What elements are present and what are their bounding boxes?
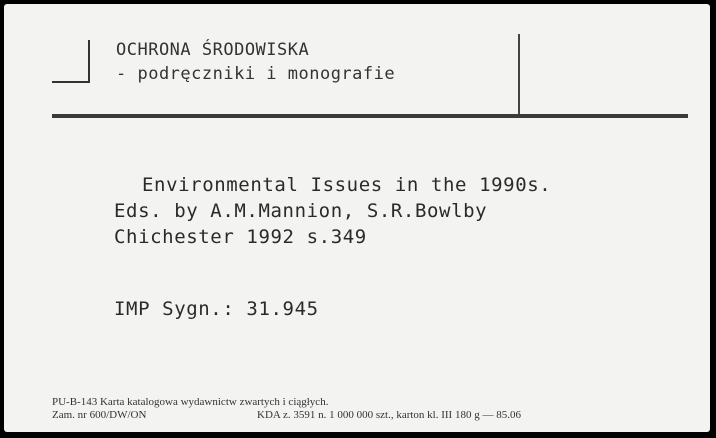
vertical-divider — [518, 34, 520, 116]
subject-heading: OCHRONA ŚRODOWISKA — [116, 40, 310, 60]
subject-subheading: - podręczniki i monografie — [116, 64, 396, 84]
horizontal-rule — [52, 114, 688, 118]
footer-print-info: KDA z. 3591 n. 1 000 000 szt., karton kl. III 180 g — 85.06 — [257, 409, 521, 421]
footer-line-1: PU-B-143 Karta katalogowa wydawnictw zwartych i ciągłych. — [52, 396, 329, 408]
footer-order-number: Zam. nr 600/DW/ON — [52, 409, 147, 421]
footer-line-2 — [52, 409, 521, 421]
entry-signature: IMP Sygn.: 31.945 — [114, 298, 319, 320]
entry-editors: Eds. by A.M.Mannion, S.R.Bowlby — [114, 200, 488, 222]
corner-bracket-horizontal — [52, 81, 90, 83]
entry-title: Environmental Issues in the 1990s. — [142, 174, 552, 196]
corner-bracket-vertical — [88, 40, 90, 82]
catalog-card — [4, 4, 710, 432]
entry-imprint: Chichester 1992 s.349 — [114, 226, 367, 248]
